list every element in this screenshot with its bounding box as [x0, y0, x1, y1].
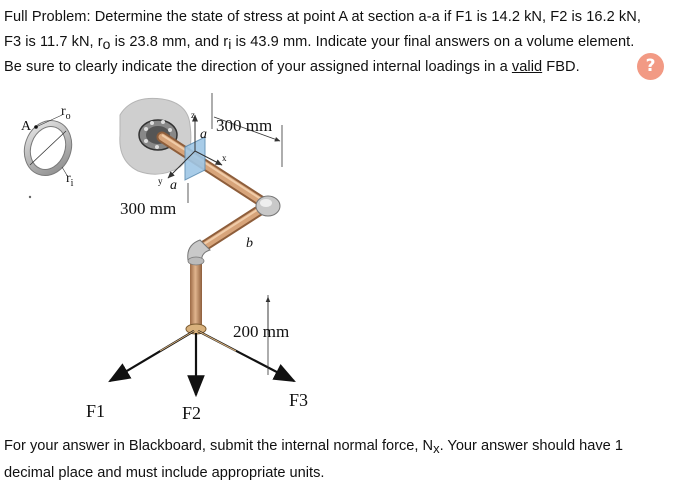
point-a-label: A: [21, 119, 32, 134]
problem-line-3: [4, 55, 668, 80]
section-a-mid-label: a: [170, 178, 177, 193]
footer-line-2: decimal place and must include appropriate units.: [4, 465, 325, 481]
wall-support: [120, 98, 191, 174]
footer-line-1: [4, 433, 668, 460]
elbow-1: [256, 196, 280, 216]
dim-top-label: 300 mm: [216, 116, 273, 135]
force-f2-label: F2: [182, 403, 202, 423]
section-a-top-label: a: [200, 127, 207, 142]
problem-figure: [0, 85, 674, 430]
ro-label: [61, 104, 71, 122]
ri-label: [66, 171, 74, 189]
ri-subscript: i: [228, 36, 232, 52]
valid-emphasis: valid: [511, 59, 543, 75]
ro-subscript: o: [102, 36, 111, 52]
footer-line-1-part-b: . Your answer should have 1: [439, 438, 623, 454]
problem-line-1: Full Problem: Determine the state of stress at point A at section a-a if F1 is 14.2 kN, F2 is 16.2 kN,: [4, 9, 641, 25]
answer-instructions: [4, 433, 668, 487]
problem-line-2-part-c: is 43.9 mm. Indicate your final answers on a volume element.: [231, 34, 635, 50]
force-f3-label: F3: [289, 390, 309, 410]
footer-line-1-part-a: For your answer in Blackboard, submit the internal normal force, N: [4, 438, 434, 454]
ro-label-sub: o: [65, 111, 71, 122]
point-b-label: b: [246, 236, 253, 251]
problem-line-3-part-b: FBD.: [542, 59, 580, 75]
dim-right-label: 200 mm: [233, 322, 290, 341]
ro-label-r: r: [61, 104, 66, 119]
force-f1-label: F1: [86, 401, 106, 421]
problem-line-2-part-b: is 23.8 mm, and r: [110, 34, 229, 50]
ri-label-r: r: [66, 171, 71, 186]
problem-line-3-part-a: Be sure to clearly indicate the direction of your assigned internal loadings in a: [4, 59, 512, 75]
axis-z-label: z: [191, 110, 195, 120]
axis-x-label: x: [222, 153, 227, 163]
problem-statement: [4, 5, 668, 80]
problem-line-2: [4, 30, 668, 55]
force-f3-highlight: [198, 331, 236, 351]
nx-subscript: x: [433, 441, 440, 456]
dim-left-label: 300 mm: [120, 199, 177, 218]
problem-line-2-part-a: F3 is 11.7 kN, r: [4, 34, 103, 50]
ri-label-sub: i: [70, 178, 74, 189]
axis-y-label: y: [158, 176, 163, 186]
help-button[interactable]: ?: [637, 53, 664, 80]
force-f1-highlight: [160, 331, 194, 351]
